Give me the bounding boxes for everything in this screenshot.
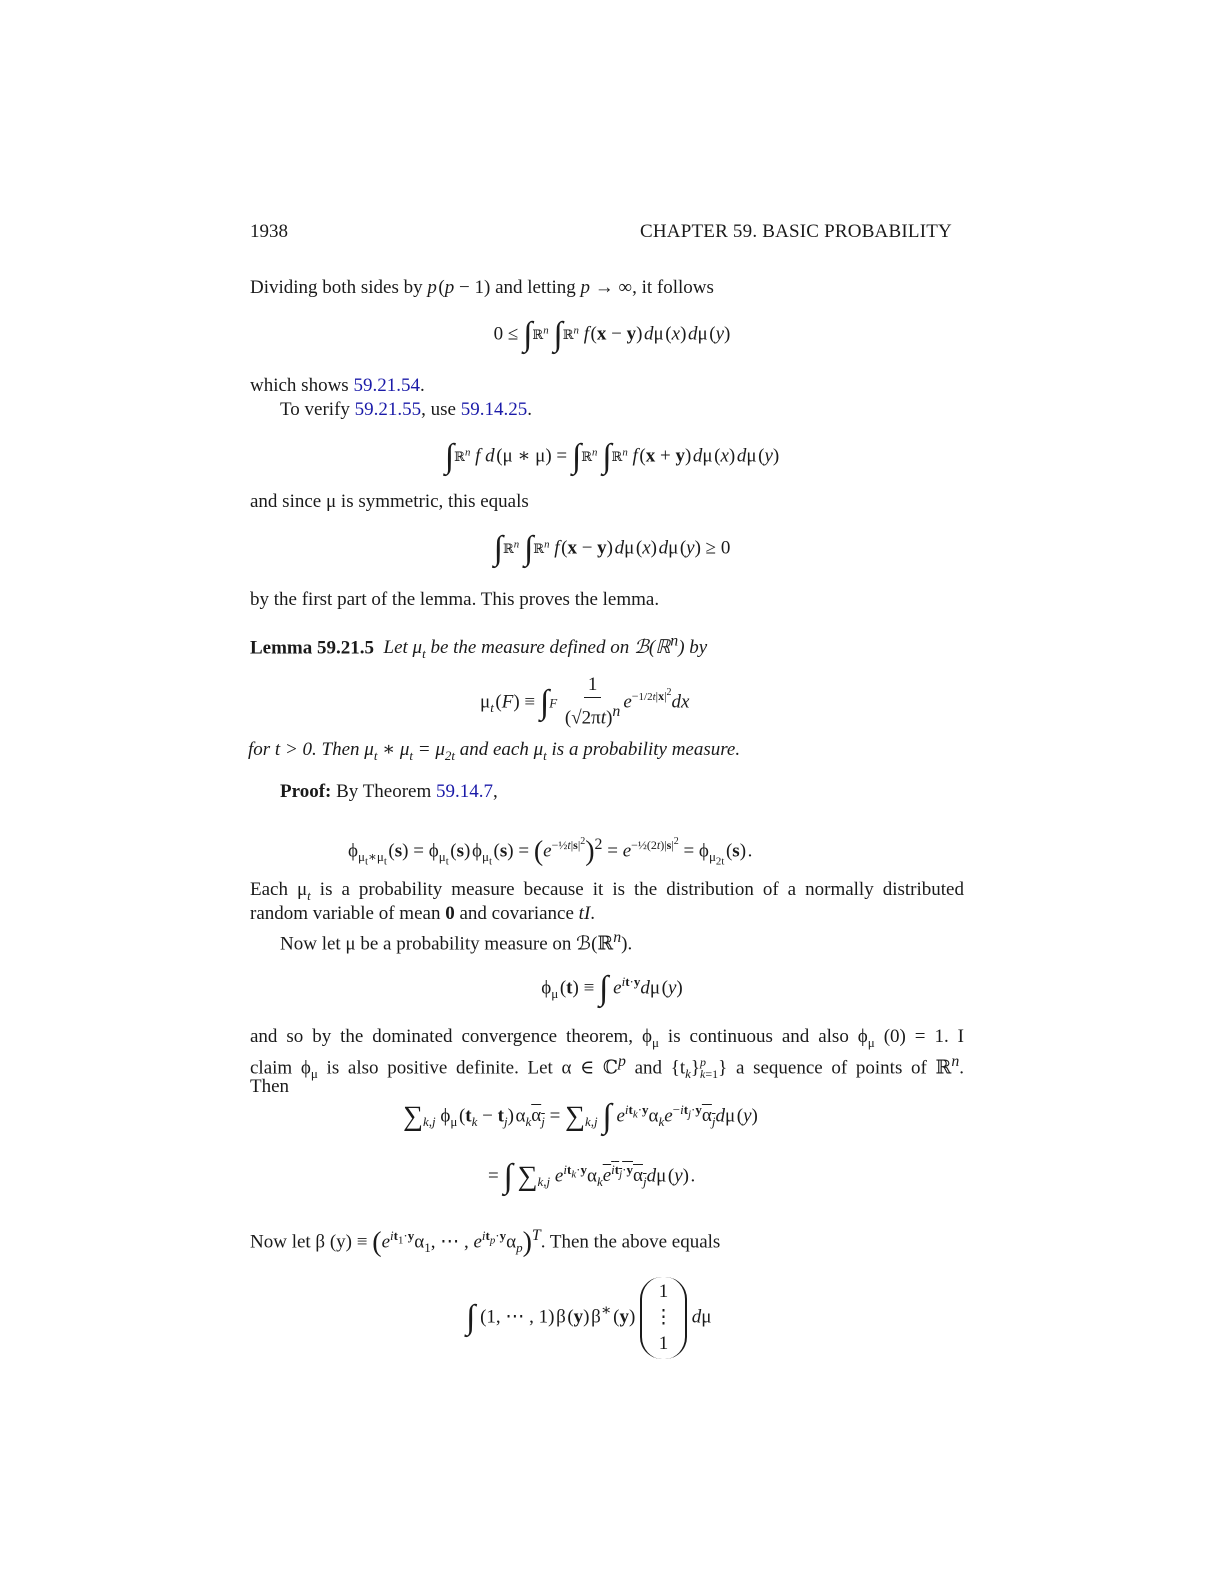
chapter-title: CHAPTER 59. BASIC PROBABILITY [640,221,952,242]
paragraph-symmetric: and since μ is symmetric, this equals [250,491,529,512]
paragraph-dominated-line2: claim $\phi_\mu$ is also positive definite. Let α ∈ ℂ$^p$ and $\{t_k\}^p_{k=1}$} a sequence of points of ℝ$^n$. [250,1053,964,1082]
paragraph-now-let-mu: Now let μ be a probability measure on ℬ(ℝ$^n$). [280,929,633,955]
equation-gaussian-measure: $\mu_t$ (F) ≡ ∫F $\frac{1}{(√2\pi t)^n}$ $e^{-1/2t|x|^2}dx$ [480,674,690,729]
equation-positive-definite-line1: $\sum_{k,j}$ $\phi_\mu$ $(t_k - t_j)$ $\alpha_k\alpha_j = \sum_{k,j}$ ∫ $e^{it_k\cdot y}\alpha_ke^{-it_j\cdot y}\alpha_jd\mu$ (y) [403,1097,758,1135]
equation-char-function-def: $\phi_\mu$ (t) ≡ ∫ $e^{it\cdot y}d\mu$ (y) [541,969,683,1007]
paragraph-then: Then [250,1076,290,1097]
ref-eq-54[interactable]: 59.21.54 [353,375,420,396]
ones-column-vector: 1 ⋮ 1 [640,1277,687,1359]
equation-char-function-product: $\phi_{\mu_t∗\mu_t}$ $(s) = \phi_{\mu_t}$ (s) $\phi_{\mu_t}$ $(s) = (e^{-\frac{1}{2}t|s|^2})^2 = e^{-\frac{1}{2}(2t)|s|^2} = \phi_{\mu_{2t}}$ (s) . [348,835,753,868]
lemma-statement: Lemma 59.21.5 Let $\mu_t$ be the measure defined on ℬ(ℝ$^n$) by [250,633,708,662]
equation-symmetric-integral: ∫ℝ$^n$ ∫ℝ$^n$ f (x − y) dμ (x) dμ (y) ≥ 0 [493,530,731,567]
paragraph-dividing: Dividing both sides by p (p − 1) and letting p → ∞, it follows [250,277,714,298]
proof-start: Proof: By Theorem 59.14.7, [280,781,498,802]
paragraph-now-let-beta: Now let β $(y) \equiv (e^{it_1\cdot y}\alpha_1$, ⋯ , $e^{it_p\cdot y}\alpha_p)^T$. Then the above equals [250,1226,721,1258]
paragraph-to-verify: To verify 59.21.55, use 59.14.25. [280,399,532,420]
equation-positive-definite-line2: = ∫ $\sum_{k,j}$ $e^{it_k\cdot y}\alpha_ke^{it_j\cdot y}\alpha_jd\mu$ (y) . [488,1157,696,1195]
paragraph-dominated-line1: and so by the dominated convergence theorem, $\phi_\mu$ is continuous and also $\phi_\mu$ (0) = 1. I [250,1026,964,1050]
paragraph-each-mu-line1: Each $\mu_t$ is a probability measure because it is the distribution of a normally distributed [250,879,964,903]
page-number: 1938 [250,221,288,242]
paragraph-which-shows: which shows 59.21.54. [250,375,425,396]
equation-quadratic-form: ∫ (1, ⋯ , 1) β (y) β∗ (y) 1 ⋮ 1 dμ [466,1268,711,1360]
equation-nonneg-integral: 0 ≤ ∫ℝ$^n$ ∫ℝ$^n$ f (x − y) dμ (x) dμ (y) [493,316,731,353]
paragraph-proves-lemma: by the first part of the lemma. This proves the lemma. [250,589,660,610]
lemma-conclusion: for t > 0. Then $\mu_t$ ∗ $\mu_t = \mu_{2t}$ and each $\mu_t$ is a probability measure. [248,739,741,763]
ref-thm-14-7[interactable]: 59.14.7 [436,781,494,802]
ref-eq-55[interactable]: 59.21.55 [354,399,422,420]
equation-convolution-integral: ∫ℝ$^n$ f d (μ ∗ μ) = ∫ℝ$^n$ ∫ℝ$^n$ f (x + y) dμ (x) dμ (y) [444,438,780,475]
ref-eq-14-25[interactable]: 59.14.25 [460,399,528,420]
paragraph-each-mu-line2: random variable of mean 0 and covariance tI. [250,903,596,924]
